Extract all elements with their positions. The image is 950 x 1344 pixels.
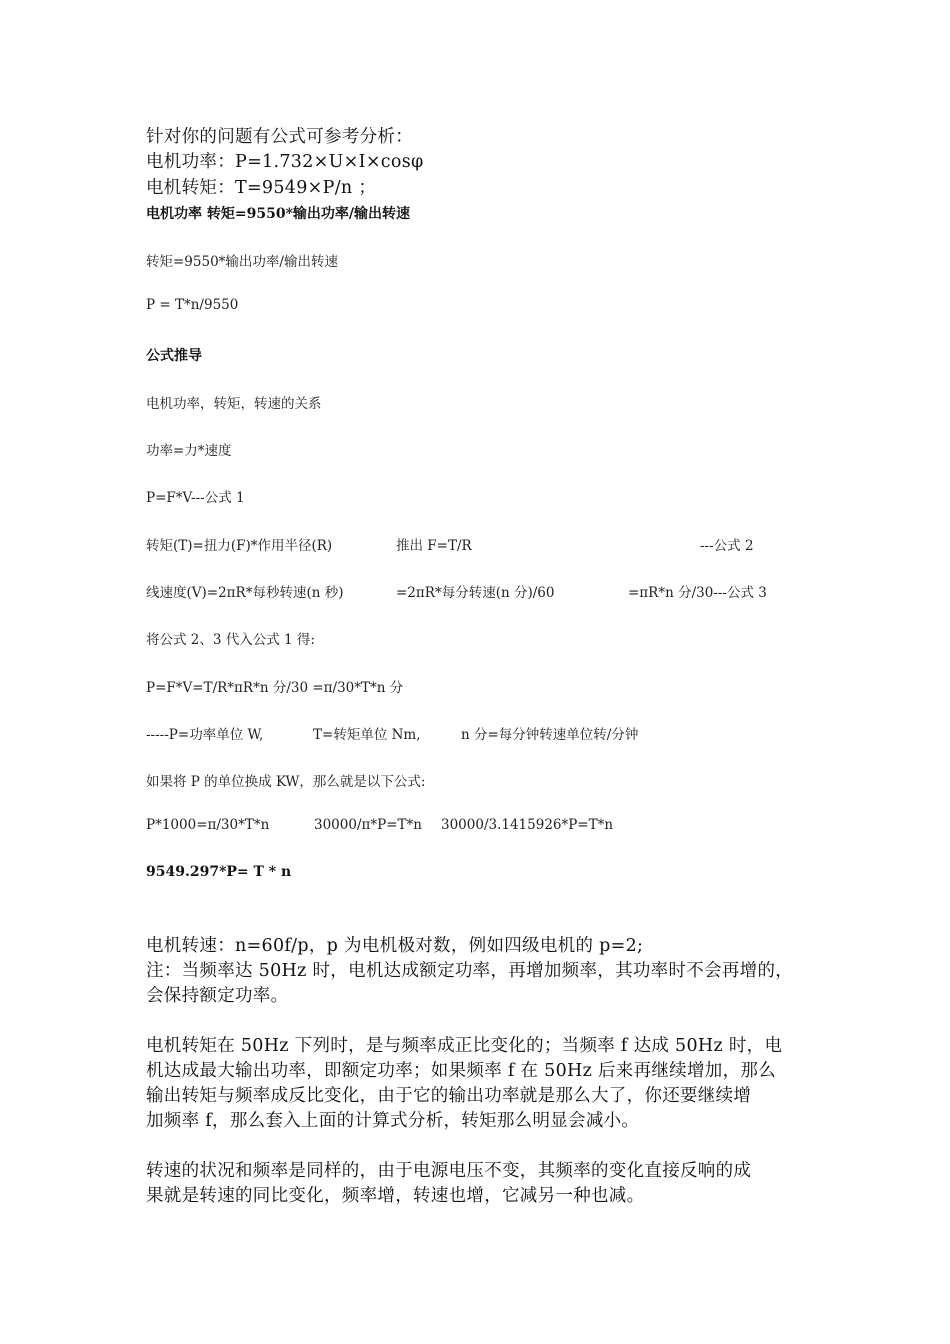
- linear-speed-b: =2πR*每分转速(n 分)/60: [396, 585, 555, 601]
- formula-2-tag: ---公式 2: [700, 538, 754, 554]
- units-power: -----P=功率单位 W,: [146, 727, 264, 743]
- power-definition: 功率=力*速度: [146, 443, 232, 459]
- kw-formula-c: 30000/3.1415926*P=T*n: [441, 817, 614, 833]
- linear-speed-a: 线速度(V)=2πR*每秒转速(n 秒): [146, 585, 344, 601]
- kw-formula-b: 30000/π*P=T*n: [314, 817, 422, 833]
- derivation-heading: 公式推导: [146, 348, 202, 364]
- paragraph-1-line-1: 电机转矩在 50Hz 下列时，是与频率成正比变化的；当频率 f 达成 50Hz 时，电: [146, 1036, 783, 1056]
- intro-line-2: 电机功率：P=1.732×U×I×cosφ: [146, 152, 424, 172]
- paragraph-1-line-2: 机达成最大输出功率，即额定功率；如果频率 f 在 50Hz 后来再继续增加，那么: [146, 1061, 776, 1081]
- torque-formula: 转矩=9550*输出功率/输出转速: [146, 254, 338, 270]
- paragraph-1-line-4: 加频率 f，那么套入上面的计算式分析，转矩那么明显会减小。: [146, 1111, 640, 1131]
- power-formula: P = T*n/9550: [146, 297, 239, 313]
- paragraph-2-line-1: 转速的状况和频率是同样的，由于电源电压不变，其频率的变化直接反响的成: [146, 1161, 752, 1181]
- intro-line-4: 电机功率 转矩=9550*输出功率/输出转速: [146, 206, 411, 222]
- kw-note: 如果将 P 的单位换成 KW，那么就是以下公式:: [146, 774, 426, 790]
- speed-line-1: 电机转速：n=60f/p，p 为电机极对数，例如四级电机的 p=2;: [146, 936, 644, 956]
- result-formula: P=F*V=T/R*πR*n 分/30 =π/30*T*n 分: [146, 680, 404, 696]
- units-speed: n 分=每分钟转速单位转/分钟: [461, 727, 639, 743]
- speed-line-3: 会保持额定功率。: [146, 986, 289, 1006]
- substitute-line: 将公式 2、3 代入公式 1 得:: [146, 632, 315, 648]
- deduce-force: 推出 F=T/R: [396, 538, 472, 554]
- formula-1: P=F*V---公式 1: [146, 490, 245, 506]
- paragraph-1-line-3: 输出转矩与频率成反比变化，由于它的输出功率就是那么大了，你还要继续增: [146, 1086, 752, 1106]
- linear-speed-c: =πR*n 分/30---公式 3: [628, 585, 767, 601]
- intro-line-1: 针对你的问题有公式可参考分析：: [146, 127, 413, 147]
- final-formula: 9549.297*P= T * n: [146, 864, 292, 880]
- torque-definition: 转矩(T)=扭力(F)*作用半径(R): [146, 538, 333, 554]
- relation-line: 电机功率，转矩，转速的关系: [146, 396, 322, 412]
- paragraph-2-line-2: 果就是转速的同比变化，频率增，转速也增，它减另一种也减。: [146, 1186, 645, 1206]
- speed-line-2: 注：当频率达 50Hz 时，电机达成额定功率，再增加频率，其功率时不会再增的，: [146, 961, 794, 981]
- kw-formula-a: P*1000=π/30*T*n: [146, 817, 270, 833]
- intro-line-3: 电机转矩：T=9549×P/n ；: [146, 178, 377, 198]
- units-torque: T=转矩单位 Nm,: [313, 727, 421, 743]
